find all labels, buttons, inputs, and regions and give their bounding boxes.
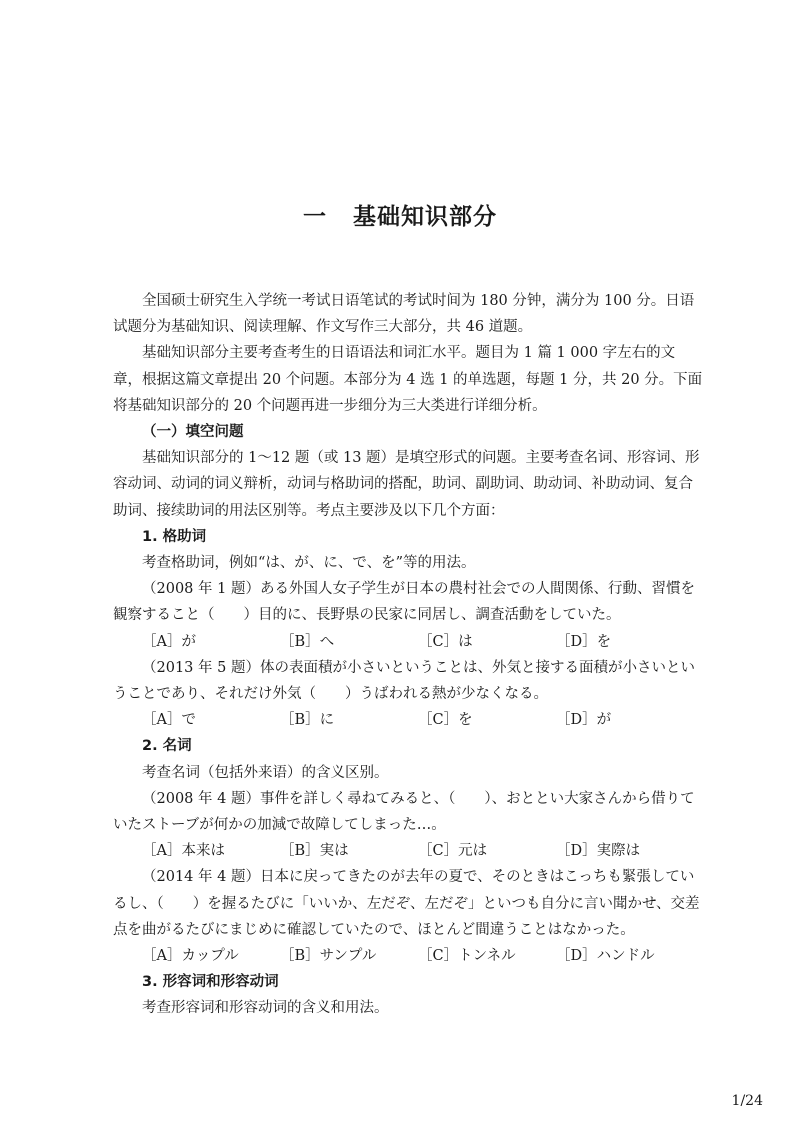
chapter-title: 基础知识部分: [353, 204, 497, 230]
question-text: （2008 年 4 题）事件を詳しく尋ねてみると、（ ）、おととい大家さんから借りていたストーブが何かの加減で故障してしまった…。: [113, 790, 695, 834]
subheading-adjectives: 3. 形容词和形容动词: [142, 974, 279, 991]
option-d: ［D］ハンドル: [556, 948, 655, 965]
section-paragraph: 基础知识部分的 1～12 题（或 13 题）是填空形式的问题。主要考查名词、形容词、形容动词、动词的词义辩析，动词与格助词的搭配，助词、副助词、助动词、补助动词、复合助词、接续助词的用法区别等。考点主要涉及以下几个方面：: [113, 450, 700, 519]
section-heading-fill-blank: （一）填空问题: [142, 424, 244, 441]
subheading-description: 考查名词（包括外来语）的含义区别。: [142, 764, 389, 781]
option-a: ［A］カップル: [142, 948, 239, 965]
subheading-nouns: 2. 名词: [142, 738, 192, 755]
intro-paragraph-1: 全国硕士研究生入学统一考试日语笔试的考试时间为 180 分钟，满分为 100 分。日语试题分为基础知识、阅读理解、作文写作三大部分，共 46 道题。: [113, 293, 695, 336]
subheading-description: 考查形容词和形容动词的含义和用法。: [142, 1000, 389, 1017]
question-text: （2013 年 5 题）体の表面積が小さいということは、外気と接する面積が小さいということであり、それだけ外気（ ）うばわれる熱が少なくなる。: [113, 659, 695, 703]
answer-options: [113, 707, 703, 733]
option-b: ［B］実は: [280, 843, 349, 860]
option-a: ［A］本来は: [142, 843, 225, 860]
question-text: （2014 年 4 题）日本に戻ってきたのが去年の夏で、そのときはこっちも緊張しているし、（ ）を握るたびに「いいか、左だぞ、左だぞ」といつも自分に言い聞かせ、交差点を曲がるたびにまじめに確認していたので、ほとんど間違うことはなかった。: [113, 869, 700, 938]
intro-paragraph-2: 基础知识部分主要考查考生的日语语法和词汇水平。题目为 1 篇 1 000 字左右的文章，根据这篇文章提出 20 个问题。本部分为 4 选 1 的单选题，每题 1 分，共 20 分。下面将基础知识部分的 20 个问题再进一步细分为三大类进行详细分析。: [113, 345, 703, 414]
option-a: ［A］で: [142, 712, 196, 729]
body-text: [113, 288, 703, 1022]
answer-options: [113, 943, 703, 969]
question-text: （2008 年 1 题）ある外国人女子学生が日本の農村社会での人間関係、行動、習慣を観察すること（ ）目的に、長野県の民家に同居し、調査活動をしていた。: [113, 581, 695, 624]
option-a: ［A］が: [142, 633, 196, 650]
option-c: ［C］元は: [418, 843, 488, 860]
option-b: ［B］に: [280, 712, 335, 729]
answer-options: [113, 838, 703, 864]
option-d: ［D］実際は: [556, 843, 641, 860]
option-c: ［C］トンネル: [418, 948, 516, 965]
answer-options: [113, 629, 703, 655]
option-c: ［C］を: [418, 712, 473, 729]
option-c: ［C］は: [418, 633, 473, 650]
page-title: [0, 198, 800, 231]
option-d: ［D］を: [556, 633, 612, 650]
option-d: ［D］が: [556, 712, 612, 729]
option-b: ［B］サンプル: [280, 948, 377, 965]
option-b: ［B］へ: [280, 633, 335, 650]
subheading-description: 考查格助词，例如“は、が、に、で、を”等的用法。: [142, 555, 476, 572]
chapter-number: 一: [303, 204, 327, 230]
page-number: 1/24: [731, 1093, 763, 1109]
subheading-case-particles: 1. 格助词: [142, 528, 207, 545]
